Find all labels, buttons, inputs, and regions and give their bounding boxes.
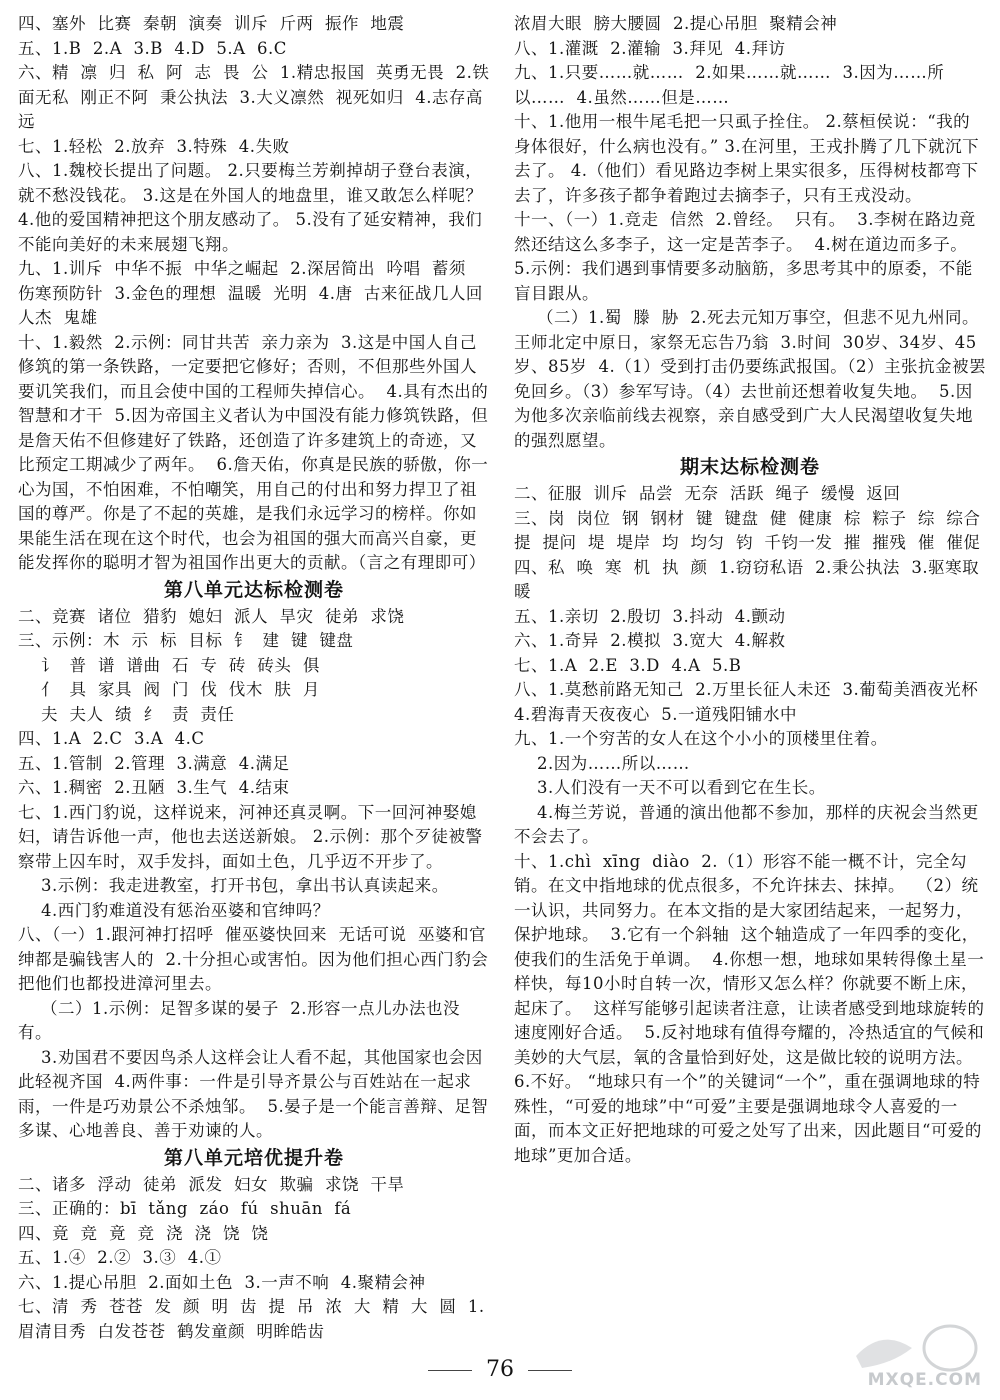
answer-line: 九、1.只要……就…… 2.如果……就…… 3.因为……所以…… 4.虽然……但是…… — [514, 63, 945, 107]
answer-line: 七、1.A 2.E 3.D 4.A 5.B — [514, 655, 742, 675]
answer-line: 十、1.他用一根牛尾毛把一只虱子拴住。 2.蔡桓侯说：“我的身体很好，什么病也没有。” 3.在河里，王戎扑腾了几下就沉下去了。 4.（他们）看见路边李树上果实很多，压得树枝都弯下去了，许多孩子都争着跑过去摘李子，只有王戎没动。 — [514, 112, 980, 205]
answer-line: 浓眉大眼 膀大腰圆 2.提心吊胆 聚精会神 — [514, 14, 838, 33]
answer-line: 讠 普 谱 谱曲 石 专 砖 砖头 俱 — [18, 655, 320, 675]
answer-line: 三、岗 岗位 钢 钢材 键 键盘 健 健康 棕 粽子 综 综合 提 提问 堤 堤岸 均 均匀 钧 千钧一发 摧 摧残 催 催促 — [514, 508, 992, 552]
answer-line: 3.示例：我走进教室，打开书包，拿出书认真读起来。 — [18, 876, 449, 895]
answer-line: 四、私 唤 寒 机 执 颜 1.窃窃私语 2.秉公执法 3.驱寒取暖 — [514, 557, 980, 601]
answer-line: 九、1.一个穷苦的女人在这个小小的顶楼里住着。 — [514, 729, 888, 748]
right-column — [514, 12, 992, 1168]
page-number-dash-right — [528, 1370, 572, 1371]
answer-line: 五、1.管制 2.管理 3.满意 4.满足 — [18, 753, 290, 773]
answer-line: 六、精 凛 归 私 阿 志 畏 公 1.精忠报国 英勇无畏 2.铁面无私 刚正不阿 秉公执法 3.大义凛然 视死如归 4.志存高远 — [18, 63, 490, 131]
answer-line: 四、竟 竞 竟 竞 浇 浇 饶 饶 — [18, 1223, 269, 1243]
section-heading: 第八单元达标检测卷 — [163, 578, 344, 601]
answer-line: 二、征服 训斥 品尝 无奈 活跃 绳子 缓慢 返回 — [514, 484, 901, 503]
answer-line: 四、1.A 2.C 3.A 4.C — [18, 729, 205, 748]
section-heading: 第八单元培优提升卷 — [163, 1146, 344, 1169]
answer-line: 七、1.西门豹说，这样说来，河神还真灵啊。下一回河神娶媳妇，请告诉他一声，他也去送送新娘。 2.示例：那个歹徒被警察带上囚车时，双手发抖，面如土色，几乎迈不开步了。 — [18, 802, 483, 871]
answer-line: 八、1.莫愁前路无知己 2.万里长征人未还 3.葡萄美酒夜光杯 4.碧海青天夜夜心 5.一道残阳铺水中 — [514, 680, 990, 724]
answer-line: 2.因为……所以…… — [514, 753, 690, 773]
page-number-dash-left — [428, 1370, 472, 1371]
answer-line: （二）1.蜀 滕 胁 2.死去元知万事空，但悲不见九州同。王师北定中原日，家祭无忘告乃翁 3.时间 30岁、34岁、45岁、85岁 4.（1）受到打击仍要练武报国。（2）主张抗金被罢免回乡。（3）参军写诗。（4）去世前还想着收复失地。 5.因为他多次亲临前线去视察，亲自感受到广大人民渴望收复失地的强烈愿望。 — [514, 308, 986, 450]
answer-line: 六、1.奇异 2.模拟 3.宽大 4.解救 — [514, 631, 786, 650]
answer-line: 六、1.稠密 2.丑陋 3.生气 4.结束 — [18, 778, 290, 797]
answer-line: 3.人们没有一天不可以看到它在生长。 — [514, 778, 826, 797]
answer-line: 三、示例：木 示 标 目标 钅 建 键 键盘 — [18, 631, 354, 650]
answer-line: 五、1.④ 2.② 3.③ 4.① — [18, 1248, 222, 1267]
section-heading: 期末达标检测卷 — [679, 456, 820, 478]
answer-line: 十、1.毅然 2.示例：同甘共苦 亲力亲为 3.这是中国人自己修筑的第一条铁路，一定要把它修好；否则，不但那些外国人要讥笑我们，而且会使中国的工程师失掉信心。 4.具有杰出的智慧和才干 5.因为帝国主义者认为中国没有能力修筑铁路，但是詹天佑不但修建好了铁路，还创造了许多建筑上的奇迹，又比预定工期减少了两年。 6.詹天佑，你真是民族的骄傲，你一心为国，不怕困难，不怕嘲笑，用自己的付出和努力捍卫了祖国的尊严。你是了不起的英雄，是我们永远学习的榜样。你如果能生活在现在这个时代，也会为祖国的强大而高兴自豪，更能发挥你的聪明才智为祖国作出更大的贡献。（言之有理即可） — [18, 332, 489, 572]
answer-line: 4.梅兰芳说，普通的演出他都不参加，那样的庆祝会当然更不会去了。 — [514, 802, 979, 846]
answer-line: 八、1.魏校长提出了问题。 2.只要梅兰芳剃掉胡子登台表演，就不愁没钱花。 3.这是在外国人的地盘里，谁又敢怎么样呢？ 4.他的爱国精神把这个朋友感动了。 5.没有了延安精神，我们不能向美好的未来展翅飞翔。 — [18, 161, 489, 254]
answer-line: 十一、（一）1.竞走 信然 2.曾经。 只有。 3.李树在路边竟然还结这么多李子，这一定是苦李子。 4.树在道边而多子。 5.示例：我们遇到事情要多动脑筋，多思考其中的原委，不能盲目跟从。 — [514, 210, 976, 303]
answer-line: 二、竞赛 诸位 猎豹 媳妇 派人 旱灾 徒弟 求饶 — [18, 606, 405, 626]
answer-line: 4.西门豹难道没有惩治巫婆和官绅吗？ — [18, 900, 330, 920]
answer-line: 五、1.亲切 2.殷切 3.抖动 4.颤动 — [514, 606, 786, 626]
left-column — [18, 12, 495, 1344]
answer-line: 二、诸多 浮动 徒弟 派发 妇女 欺骗 求饶 干旱 — [18, 1174, 405, 1194]
answer-line: 四、塞外 比赛 秦朝 演奏 训斥 斤两 振作 地震 — [18, 14, 405, 33]
watermark-text: MXQE.COM — [867, 1370, 982, 1390]
page-number-text: 76 — [486, 1357, 514, 1382]
answer-line: 亻 具 家具 阀 门 伐 伐木 肤 月 — [18, 680, 320, 699]
answer-line: 五、1.B 2.A 3.B 4.D 5.A 6.C — [18, 38, 287, 58]
answer-line: 三、正确的：bī tǎng záo fú shuān fá — [18, 1199, 352, 1218]
answer-line: 八、1.灌溉 2.灌输 3.拜见 4.拜访 — [514, 38, 786, 58]
answer-line: 八、（一）1.跟河神打招呼 催巫婆快回来 无话可说 巫婆和官绅都是骗钱害人的 2.十分担心或害怕。因为他们担心西门豹会把他们也都投进漳河里去。 — [18, 925, 489, 993]
answer-line: 夫 夫人 绩 纟 责 责任 — [18, 704, 235, 724]
answer-line: 六、1.提心吊胆 2.面如土色 3.一声不响 4.聚精会神 — [18, 1272, 426, 1292]
answer-line: 十、1.chì xīng diào 2.（1）形容不能一概不计，完全勾销。在文中指地球的优点很多，不允许抹去、抹掉。 （2）统一认识，共同努力。在本文指的是大家团结起来，一起努力，保护地球。 3.它有一个斜轴 这个轴造成了一年四季的变化，使我们的生活免于单调。 4.你想一想，地球如果转得像土星一样快，每10小时自转一次，情形又怎么样？你就要不断上床，起床了。 这样写能够引起读者注意，让读者感受到地球旋转的速度刚好合适。 5.反衬地球有值得夸耀的，冷热适宜的气候和美妙的大气层，氧的含量恰到好处，这是做比较的说明方法。 6.不好。 “地球只有一个”的关键词“一个”，重在强调地球的特殊性，“可爱的地球”中“可爱”主要是强调地球令人喜爱的一面，而本文正好把地球的可爱之处写了出来，因此题目“可爱的地球”更加合适。 — [514, 851, 985, 1165]
answer-line: 七、1.轻松 2.放弃 3.特殊 4.失败 — [18, 136, 290, 156]
answer-line: 九、1.训斥 中华不振 中华之崛起 2.深居简出 吟唱 蓄须 伤寒预防针 3.金色的理想 温暖 光明 4.唐 古来征战几人回 人杰 鬼雄 — [18, 259, 495, 327]
watermark-logo — [842, 1318, 992, 1396]
answer-line: 七、清 秀 苍苍 发 颜 明 齿 提 吊 浓 大 精 大 圆 1.眉清目秀 白发苍苍 鹤发童颜 明眸皓齿 — [18, 1297, 485, 1341]
answer-line: 3.劝国君不要因鸟杀人这样会让人看不起，其他国家也会因此轻视齐国 4.两件事：一件是引导齐景公与百姓站在一起求雨，一件是巧劝景公不杀烛邹。 5.晏子是一个能言善辩、足智多谋、心地善良、善于劝谏的人。 — [18, 1047, 489, 1140]
answer-line: （二）1.示例：足智多谋的晏子 2.形容一点儿办法也没有。 — [18, 998, 460, 1042]
